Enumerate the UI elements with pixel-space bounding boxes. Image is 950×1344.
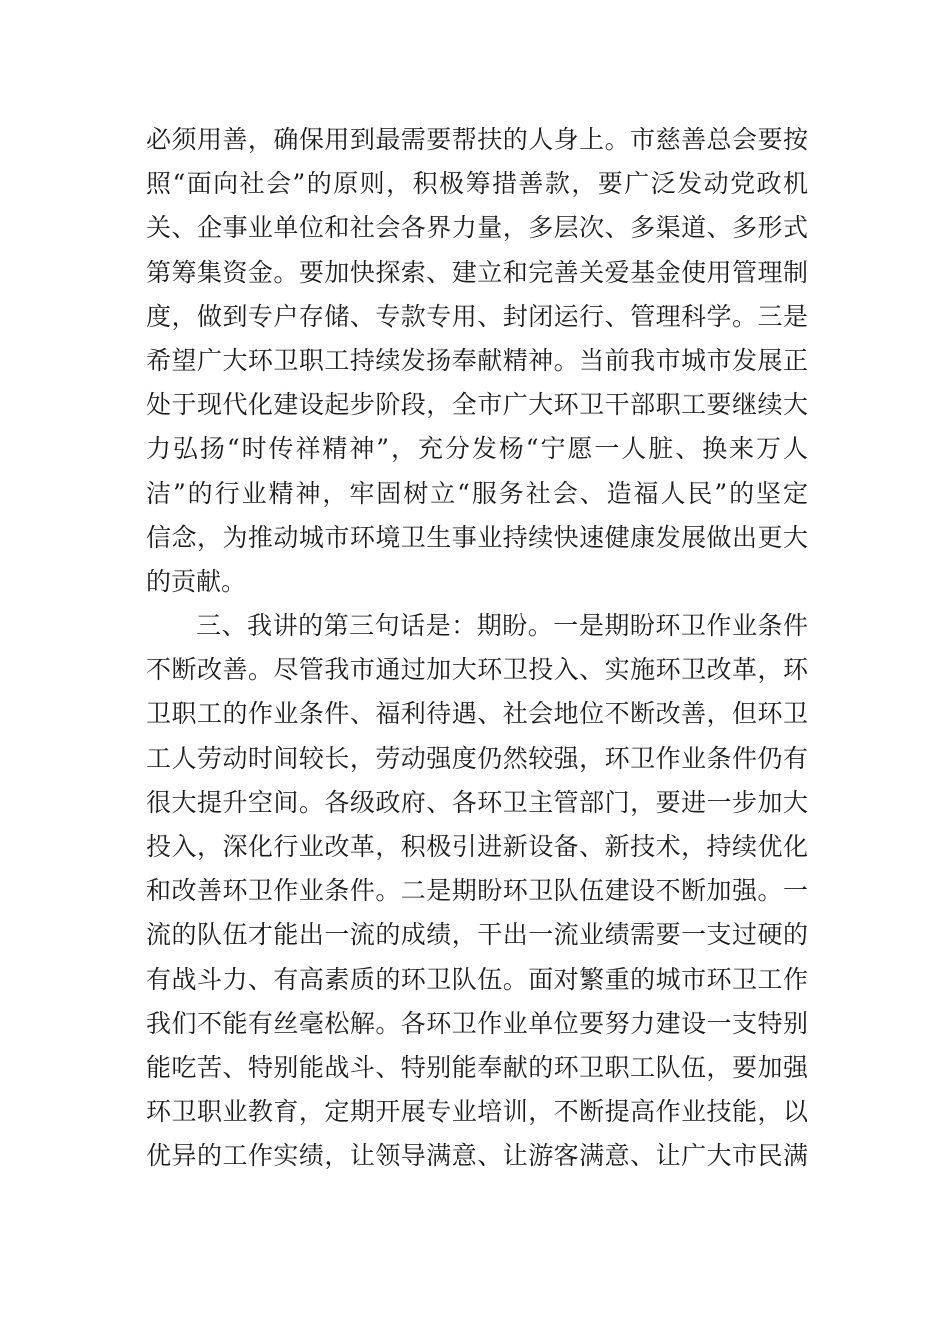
text-line: 有战斗力、有高素质的环卫队伍。面对繁重的城市环卫工作 — [146, 964, 808, 994]
text-line: 希望广大环卫职工持续发扬奉献精神。当前我市城市发展正 — [146, 345, 808, 375]
text-line: 第筹集资金。要加快探索、建立和完善关爱基金使用管理制 — [146, 257, 808, 287]
text-line: 流的队伍才能出一流的成绩，干出一流业绩需要一支过硬的 — [146, 920, 808, 950]
body-text — [146, 118, 808, 1179]
text-line: 投入，深化行业改革，积极引进新设备、新技术，持续优化 — [146, 832, 808, 861]
text-line: 洁”的行业精神，牢固树立“服务社会、造福人民”的坚定 — [146, 478, 808, 508]
text-line: 信念，为推动城市环境卫生事业持续快速健康发展做出更大 — [146, 522, 808, 552]
text-line: 关、企事业单位和社会各界力量，多层次、多渠道、多形式 — [146, 213, 808, 243]
text-line: 处于现代化建设起步阶段，全市广大环卫干部职工要继续大 — [146, 390, 808, 420]
text-line: 工人劳动时间较长，劳动强度仍然较强，环卫作业条件仍有 — [146, 743, 808, 773]
section-heading-line: 三、我讲的第三句话是：期盼。一是期盼环卫作业条件 — [196, 611, 808, 641]
text-line: 和改善环卫作业条件。二是期盼环卫队伍建设不断加强。一 — [146, 876, 808, 906]
text-line: 必须用善，确保用到最需要帮扶的人身上。市慈善总会要按 — [146, 125, 808, 154]
text-line: 能吃苦、特别能战斗、特别能奉献的环卫职工队伍，要加强 — [146, 1052, 808, 1082]
text-line: 优异的工作实绩，让领导满意、让游客满意、让广大市民满 — [146, 1141, 808, 1171]
text-line: 很大提升空间。各级政府、各环卫主管部门，要进一步加大 — [146, 787, 808, 817]
text-line: 卫职工的作业条件、福利待遇、社会地位不断改善，但环卫 — [146, 699, 808, 729]
text-line: 照“面向社会”的原则，积极筹措善款，要广泛发动党政机 — [146, 169, 808, 199]
text-line: 我们不能有丝毫松解。各环卫作业单位要努力建设一支特别 — [146, 1008, 808, 1038]
text-line: 环卫职业教育，定期开展专业培训，不断提高作业技能，以 — [146, 1097, 808, 1127]
text-line: 不断改善。尽管我市通过加大环卫投入、实施环卫改革，环 — [146, 655, 808, 685]
text-line: 的贡献。 — [146, 566, 247, 596]
text-line: 力弘扬“时传祥精神”，充分发杨“宁愿一人脏、换来万人 — [146, 434, 808, 464]
text-line: 度，做到专户存储、专款专用、封闭运行、管理科学。三是 — [146, 301, 808, 331]
